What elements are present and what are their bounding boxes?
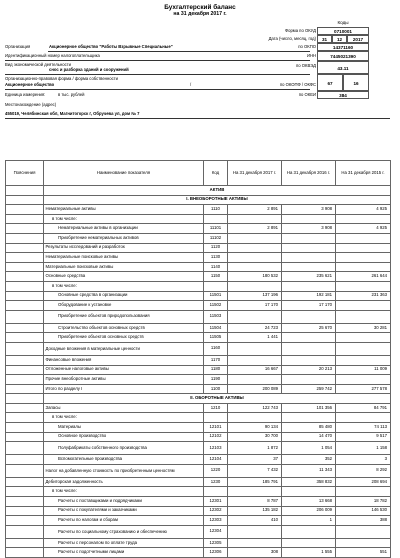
value-2015: 9 517 [336,432,391,442]
table-row [6,423,391,433]
table-row [6,291,391,301]
value-2017: 2 891 [228,224,282,234]
notes-cell [6,525,44,538]
notes-cell [6,384,44,394]
value-2016: 13 668 [282,497,336,507]
col-name-header: Наименование показателя [44,161,204,186]
value-2016 [282,233,336,243]
value-2017 [228,342,282,355]
value-2016 [282,487,336,497]
notes-cell [6,432,44,442]
table-row [6,497,391,507]
table-row [6,403,391,413]
value-2017: 137 196 [228,291,282,301]
indicator-name: Результаты исследований и разработок [44,243,204,253]
value-2017 [228,413,282,423]
indicator-name: Основные средства в организации [44,291,204,301]
balance-table [5,160,391,558]
indicator-name: Основные средства [44,272,204,282]
indicator-name: Расчеты по налогам и сборам [44,516,204,526]
table-row [6,384,391,394]
table-row [6,355,391,365]
indicator-code: 1160 [204,342,228,355]
legal-form-underline [5,89,310,90]
col-2015-header: На 31 декабря 2015 г. [336,161,391,186]
indicator-code: 12306 [204,548,228,558]
value-2017 [228,355,282,365]
value-2015: 11 009 [336,365,391,375]
indicator-name: Доходные вложения в материальные ценности [44,342,204,355]
value-2016: 3 908 [282,224,336,234]
indicator-code [204,214,228,224]
notes-cell [6,442,44,455]
value-2017: 308 [228,548,282,558]
value-2015 [336,525,391,538]
indicator-code: 11502 [204,301,228,311]
value-2017: 200 089 [228,384,282,394]
okopf-label: по ОКОПФ / ОКФС [279,82,316,87]
col-notes-header: Пояснения [6,161,44,186]
indicator-name: Расчеты с поставщиками и подрядчиками [44,497,204,507]
report-title: Бухгалтерский баланс [164,4,236,11]
value-2017: 135 182 [228,506,282,516]
notes-cell [6,455,44,465]
table-row [6,464,391,477]
value-2017 [228,243,282,253]
value-2015 [336,355,391,365]
table-row [6,442,391,455]
indicator-name: Приобретение объектов природопользования [44,310,204,323]
codes-caption: Коды [337,20,349,25]
table-row [6,233,391,243]
indicator-code: 1180 [204,365,228,375]
indicator-name: Нематериальные поисковые активы [44,253,204,263]
value-2016 [282,525,336,538]
value-2015: 208 694 [336,477,391,487]
indicator-name: Приобретение нематериальных активов [44,233,204,243]
indicator-name: Расчеты с подотчетными лицами [44,548,204,558]
value-2017 [228,487,282,497]
notes-cell [6,375,44,385]
value-2017: 410 [228,516,282,526]
value-2015 [336,301,391,311]
notes-cell [6,333,44,343]
indicator-name: Материальные поисковые активы [44,262,204,272]
section-header-row [6,394,391,404]
value-2015 [336,310,391,323]
table-row [6,243,391,253]
value-2017: 37 [228,455,282,465]
indicator-code: 1140 [204,262,228,272]
indicator-code: 1110 [204,205,228,215]
table-row [6,205,391,215]
notes-cell [6,233,44,243]
notes-cell [6,487,44,497]
unit-value: в тыс. рублей [58,92,85,97]
report-date: на 31 декабря 2017 г. [173,11,227,17]
activity-underline [5,74,310,75]
org-underline [48,51,310,52]
indicator-name: Основное производство [44,432,204,442]
value-2016 [282,262,336,272]
notes-cell [6,394,44,404]
indicator-name: Прочие внеоборотные активы [44,375,204,385]
indicator-code: 12104 [204,455,228,465]
indicator-name: Налог на добавленную стоимость по приобретенным ценностям [44,464,204,477]
table-row [6,487,391,497]
org-label: Организация [5,44,31,49]
value-2017 [228,310,282,323]
okved-code: 43.11 [317,61,369,74]
okfs-code: 16 [343,74,369,91]
value-2016 [282,538,336,548]
address: 455019, Челябинская обл, Магнитогорск г, Обручева ул, дом № 7 [5,111,140,116]
value-2016: 1 [282,516,336,526]
table-row [6,333,391,343]
value-2017 [228,538,282,548]
value-2015 [336,262,391,272]
value-2017: 122 743 [228,403,282,413]
section-header-row [6,195,391,205]
org-name: Акционерное общество "Работы Взрывные Специальные" [49,44,173,49]
value-2015 [336,487,391,497]
value-2017: 8 787 [228,497,282,507]
indicator-name: Запасы [44,403,204,413]
legal-form-value: Акционерное общество [5,82,55,87]
value-2016: 358 832 [282,477,336,487]
indicator-code: 11101 [204,224,228,234]
value-2015: 4 925 [336,224,391,234]
value-2016: 11 343 [282,464,336,477]
value-2015: 18 782 [336,497,391,507]
notes-cell [6,355,44,365]
value-2015: 261 644 [336,272,391,282]
value-2016: 1 555 [282,548,336,558]
date-label: Дата (число, месяц, год) [268,36,316,41]
indicator-name: Расчеты с покупателями и заказчиками [44,506,204,516]
notes-cell [6,464,44,477]
value-2017: 1 441 [228,333,282,343]
section-header-row [6,186,391,196]
value-2015: 30 281 [336,323,391,333]
table-row [6,262,391,272]
notes-cell [6,272,44,282]
indicator-name: Вспомогательные производства [44,455,204,465]
table-row [6,525,391,538]
value-2015: 146 530 [336,506,391,516]
value-2016 [282,310,336,323]
value-2015: 1 158 [336,442,391,455]
value-2017: 30 700 [228,432,282,442]
value-2017 [228,281,282,291]
notes-cell [6,516,44,526]
value-2017 [228,262,282,272]
okei-label: по ОКЕИ [298,92,316,97]
activity-caption: Вид экономической деятельности [5,62,71,67]
notes-cell [6,214,44,224]
table-row [6,538,391,548]
indicator-code: 12102 [204,432,228,442]
indicator-name: Финансовые вложения [44,355,204,365]
indicator-code: 12103 [204,442,228,455]
section-title: I. ВНЕОБОРОТНЫЕ АКТИВЫ [44,195,391,205]
indicator-name: Нематериальные активы [44,205,204,215]
table-row [6,323,391,333]
value-2015 [336,342,391,355]
notes-cell [6,195,44,205]
indicator-name: Расчеты по социальному страхованию и обеспечению [44,525,204,538]
value-2016: 352 [282,455,336,465]
indicator-code [204,281,228,291]
value-2016 [282,333,336,343]
indicator-code [204,413,228,423]
value-2016 [282,342,336,355]
indicator-code: 12303 [204,516,228,526]
indicator-name: Отложенные налоговые активы [44,365,204,375]
value-2016: 206 009 [282,506,336,516]
okei-code: 384 [317,91,369,99]
indicator-code: 1210 [204,403,228,413]
notes-cell [6,423,44,433]
notes-cell [6,224,44,234]
value-2016: 101 356 [282,403,336,413]
value-2017: 180 532 [228,272,282,282]
notes-cell [6,291,44,301]
value-2015 [336,375,391,385]
value-2017: 17 170 [228,301,282,311]
value-2016: 235 621 [282,272,336,282]
value-2015: 231 363 [336,291,391,301]
table-row [6,455,391,465]
table-row [6,224,391,234]
date-month: 12 [332,35,347,43]
notes-cell [6,538,44,548]
notes-cell [6,506,44,516]
table-row [6,413,391,423]
location-label: Местонахождение (адрес) [5,102,57,107]
indicator-code: 12305 [204,538,228,548]
table-row [6,365,391,375]
table-row [6,253,391,263]
indicator-code: 1120 [204,243,228,253]
notes-cell [6,205,44,215]
indicator-code: 12304 [204,525,228,538]
inn-code: 7445021390 [317,51,369,61]
table-row [6,301,391,311]
okopf-code: 67 [317,74,343,91]
indicator-code: 1100 [204,384,228,394]
col-code-header: Код [204,161,228,186]
value-2017: 7 432 [228,464,282,477]
indicator-code: 12302 [204,506,228,516]
legal-form-caption: Организационно-правовая форма / форма собственности [5,76,118,81]
value-2016: 1 054 [282,442,336,455]
okud-label: Форма по ОКУД [284,28,316,33]
value-2016: 85 480 [282,423,336,433]
indicator-name: Нематериальные активы в организации [44,224,204,234]
notes-cell [6,243,44,253]
indicator-name: Итого по разделу I [44,384,204,394]
value-2015 [336,538,391,548]
table-row [6,516,391,526]
date-day: 31 [317,35,332,43]
value-2016: 259 742 [282,384,336,394]
value-2016 [282,355,336,365]
section-title: АКТИВ [44,186,391,196]
table-row [6,375,391,385]
value-2017: 185 791 [228,477,282,487]
okpo-code: 14371160 [317,43,369,51]
table-row [6,310,391,323]
indicator-code: 1190 [204,375,228,385]
notes-cell [6,497,44,507]
section-title: II. ОБОРОТНЫЕ АКТИВЫ [44,394,391,404]
indicator-code: 11504 [204,323,228,333]
value-2015 [336,243,391,253]
notes-cell [6,281,44,291]
value-2016: 20 213 [282,365,336,375]
notes-cell [6,413,44,423]
value-2015 [336,281,391,291]
value-2017 [228,375,282,385]
indicator-code: 1230 [204,477,228,487]
legal-form-slash: / [190,82,192,87]
value-2016: 3 908 [282,205,336,215]
date-year: 2017 [347,35,369,43]
value-2017 [228,214,282,224]
notes-cell [6,548,44,558]
indicator-name: Оборудование к установке [44,301,204,311]
indicator-code [204,487,228,497]
indicator-name: в том числе: [44,413,204,423]
value-2017: 90 134 [228,423,282,433]
indicator-name: в том числе: [44,487,204,497]
value-2016: 25 670 [282,323,336,333]
value-2017: 1 872 [228,442,282,455]
unit-label: Единица измерения: [5,92,46,97]
indicator-name: Полуфабрикаты собственного производства [44,442,204,455]
value-2015 [336,253,391,263]
notes-cell [6,365,44,375]
table-row [6,214,391,224]
indicator-code: 11503 [204,310,228,323]
indicator-code: 11102 [204,233,228,243]
value-2015: 74 113 [336,423,391,433]
okud-code: 0710001 [317,27,369,35]
indicator-name: в том числе: [44,281,204,291]
table-row [6,281,391,291]
notes-cell [6,262,44,272]
okved-label: по ОКВЭД [296,63,316,68]
value-2017: 16 667 [228,365,282,375]
value-2015: 4 925 [336,205,391,215]
table-row [6,548,391,558]
value-2016: 17 170 [282,301,336,311]
table-row [6,477,391,487]
notes-cell [6,301,44,311]
value-2016: 192 181 [282,291,336,301]
value-2015: 84 791 [336,403,391,413]
value-2015: 3 [336,455,391,465]
indicator-name: Материалы [44,423,204,433]
inn-caption: Идентификационный номер налогоплательщика [5,53,100,58]
table-row [6,272,391,282]
indicator-name: Расчеты с персоналом по оплате труда [44,538,204,548]
table-row [6,342,391,355]
value-2016 [282,281,336,291]
value-2016 [282,253,336,263]
notes-cell [6,342,44,355]
col-2017-header: На 31 декабря 2017 г. [228,161,282,186]
value-2017: 24 723 [228,323,282,333]
table-header-row [6,161,391,186]
indicator-name: в том числе: [44,214,204,224]
col-2016-header: На 31 декабря 2016 г. [282,161,336,186]
notes-cell [6,186,44,196]
value-2015 [336,333,391,343]
value-2017: 2 891 [228,205,282,215]
indicator-code: 11501 [204,291,228,301]
value-2016: 14 470 [282,432,336,442]
indicator-code: 1150 [204,272,228,282]
indicator-code: 12301 [204,497,228,507]
indicator-code: 1220 [204,464,228,477]
inn-label: ИНН [306,53,316,58]
inn-underline [5,60,310,61]
value-2015: 277 578 [336,384,391,394]
value-2017 [228,233,282,243]
notes-cell [6,323,44,333]
value-2016 [282,243,336,253]
indicator-code: 12101 [204,423,228,433]
value-2015: 551 [336,548,391,558]
value-2016 [282,214,336,224]
activity-value: снос и разборка зданий и сооружений [49,67,129,72]
value-2015: 388 [336,516,391,526]
okpo-label: по ОКПО [298,44,316,49]
notes-cell [6,310,44,323]
value-2015 [336,214,391,224]
value-2015: 8 292 [336,464,391,477]
indicator-code: 1130 [204,253,228,263]
value-2017 [228,525,282,538]
indicator-code: 1170 [204,355,228,365]
notes-cell [6,253,44,263]
value-2017 [228,253,282,263]
value-2016 [282,375,336,385]
notes-cell [6,477,44,487]
indicator-name: Приобретение объектов основных средств [44,333,204,343]
value-2015 [336,233,391,243]
value-2015 [336,413,391,423]
indicator-name: Дебиторская задолженность [44,477,204,487]
indicator-name: Строительство объектов основных средств [44,323,204,333]
table-row [6,506,391,516]
notes-cell [6,403,44,413]
table-row [6,432,391,442]
address-underline [5,118,390,119]
indicator-code: 11505 [204,333,228,343]
value-2016 [282,413,336,423]
